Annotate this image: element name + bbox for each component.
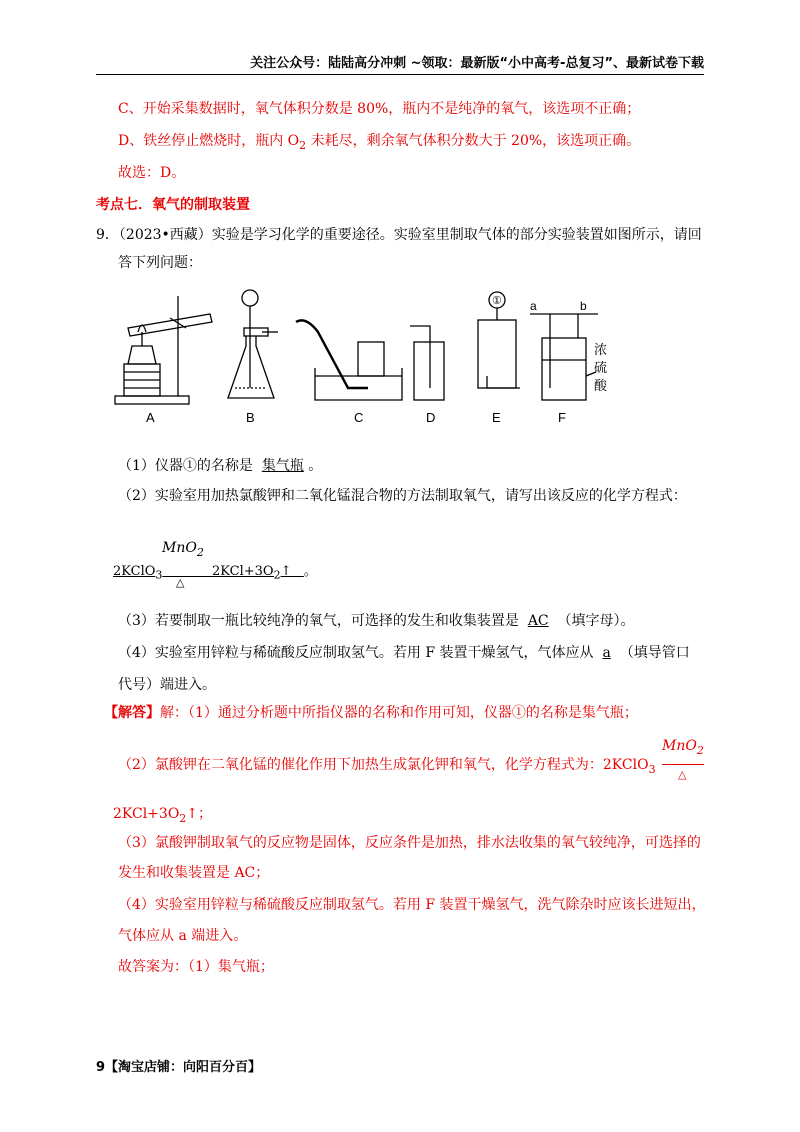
wash-bottle bbox=[542, 338, 586, 400]
alcohol-lamp bbox=[128, 346, 156, 364]
solution-line-3a: （3）氯酸钾制取氧气的反应物是固体，反应条件是加热，排水法收集的氧气较纯净，可选择的 bbox=[118, 835, 701, 851]
equation-heat: △ bbox=[176, 576, 185, 589]
figure-label-f: F bbox=[558, 410, 566, 425]
page-header: 关注公众号：陆陆高分冲刺 ~领取：最新版“小中高考-总复习”、最新试卷下载 bbox=[96, 52, 704, 75]
sub-question-3: （3）若要制取一瓶比较纯净的氧气，可选择的发生和收集装置是 AC （填字母）。 bbox=[118, 613, 635, 629]
solution-line-1: 【解答】解：（1）通过分析题中所指仪器的名称和作用可知，仪器①的名称是集气瓶； bbox=[104, 705, 638, 721]
separatory-funnel bbox=[242, 290, 258, 306]
acid-char-2: 硫 bbox=[594, 360, 608, 375]
solution-heat: △ bbox=[678, 768, 687, 781]
apparatus-figure bbox=[110, 288, 630, 428]
solution-line-5: 故答案为：（1）集气瓶； bbox=[118, 959, 274, 975]
solution-line-4b: 气体应从 a 端进入。 bbox=[118, 928, 248, 944]
figure-label-b: B bbox=[246, 410, 255, 425]
sub-question-4: （4）实验室用锌粒与稀硫酸反应制取氢气。若用 F 装置干燥氢气，气体应从 a （填导管口 bbox=[118, 645, 690, 661]
sub-question-2: （2）实验室用加热氯酸钾和二氧化锰混合物的方法制取氧气，请写出该反应的化学方程式： bbox=[118, 488, 687, 504]
figure-label-a: A bbox=[146, 410, 155, 425]
delivery-tube bbox=[296, 320, 368, 388]
shop-name: 【淘宝店铺：向阳百分百】 bbox=[105, 1060, 262, 1075]
prev-option-c: C、开始采集数据时，氧气体积分数是 80%，瓶内不是纯净的氧气，该选项不正确； bbox=[118, 101, 641, 117]
figure-port-a: a bbox=[530, 299, 537, 313]
solution-line-3b: 发生和收集装置是 AC； bbox=[118, 865, 270, 881]
acid-char-3: 酸 bbox=[594, 378, 608, 393]
figure-circle-1: ① bbox=[492, 295, 502, 307]
solution-catalyst: MnO$_2$ bbox=[662, 738, 704, 757]
prev-option-d: D、铁丝停止燃烧时，瓶内 $O_2$ 未耗尽，剩余氧气体积分数大于 20%，该选项正确。 bbox=[118, 133, 641, 152]
acid-char-1: 浓 bbox=[594, 342, 608, 357]
section-title: 考点七．氧气的制取装置 bbox=[96, 197, 250, 213]
solution-line-2: （2）氯酸钾在二氧化锰的催化作用下加热生成氯化钾和氧气，化学方程式为：2KClO$_3$ bbox=[118, 757, 656, 776]
solution-eq-bar bbox=[662, 764, 704, 765]
solution-line-4a: （4）实验室用锌粒与稀硫酸反应制取氢气。若用 F 装置干燥氢气，洗气除杂时应该长进短出， bbox=[118, 897, 706, 913]
solution-line-2b: $2KCl+3O_2↑$； bbox=[113, 806, 213, 825]
answer-3: AC bbox=[527, 613, 549, 629]
collection-bottle-d bbox=[414, 342, 444, 400]
gas-jar-inverted bbox=[358, 342, 384, 376]
figure-label-e: E bbox=[492, 410, 501, 425]
question-stem: 9．（2023•西藏）实验是学习化学的重要途径。实验室里制取气体的部分实验装置如图所示，请回 bbox=[96, 227, 702, 243]
equation: 2KClO$_3$ $2KCl+3O_2↑$ 。 bbox=[113, 564, 317, 582]
sub-question-4-cont: 代号）端进入。 bbox=[118, 677, 216, 693]
answer-4: a bbox=[602, 645, 611, 661]
sub-question-1: （1）仪器①的名称是 集气瓶 。 bbox=[118, 458, 323, 474]
page-number: 9 bbox=[96, 1060, 106, 1075]
page-footer bbox=[96, 1056, 261, 1075]
question-stem-2: 答下列问题： bbox=[118, 255, 202, 271]
figure-label-c: C bbox=[354, 410, 364, 425]
answer-1: 集气瓶 bbox=[261, 458, 304, 474]
figure-port-b: b bbox=[580, 299, 587, 313]
stand-base bbox=[115, 396, 189, 404]
prev-answer: 故选：D。 bbox=[118, 165, 186, 181]
collection-bottle-e bbox=[478, 320, 516, 388]
erlenmeyer-flask bbox=[228, 336, 274, 398]
equation-catalyst: MnO$_2$ bbox=[162, 540, 204, 559]
figure-label-d: D bbox=[426, 410, 436, 425]
